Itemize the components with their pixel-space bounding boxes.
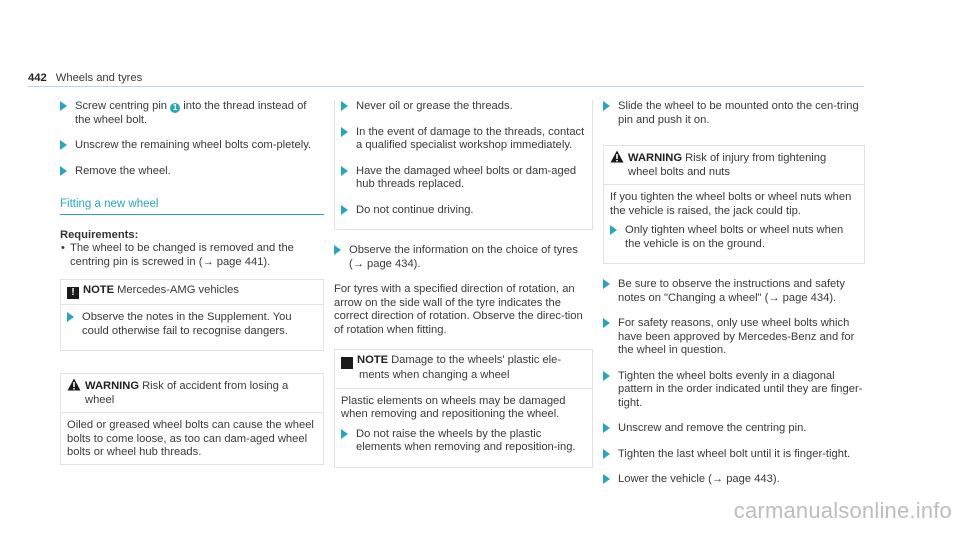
note-box xyxy=(334,349,593,468)
step-item: Remove the wheel. xyxy=(60,165,324,179)
note-box xyxy=(60,279,324,351)
step-item: Observe the information on the choice of tyres (→ page 434). xyxy=(334,244,593,271)
warning-box xyxy=(603,145,865,264)
watermark: carmanualsonline.info xyxy=(733,498,952,523)
step-item: Only tighten wheel bolts or wheel nuts when the vehicle is on the ground. xyxy=(610,224,858,251)
step-item: Slide the wheel to be mounted onto the cen-tring pin and push it on. xyxy=(603,100,865,127)
requirements-title: Requirements: xyxy=(60,228,139,241)
arrow-right-icon xyxy=(610,225,617,235)
step-item: Do not continue driving. xyxy=(341,204,586,218)
step-item: Tighten the wheel bolts evenly in a diagonal pattern in the order indicated until they are finger-tight. xyxy=(603,370,865,411)
exclamation-square-icon: ! xyxy=(341,357,353,369)
note-body: Plastic elements on wheels may be damaged when removing and repositioning the wheel. xyxy=(341,394,566,420)
paragraph: For tyres with a specified direction of rotation, an arrow on the side wall of the tyre indicates the correct direction of rotation. Observe the direc-tion of rotation when fitting. xyxy=(334,283,583,336)
callout-number-badge: 1 xyxy=(170,103,180,113)
column-right xyxy=(603,100,865,499)
warning-box xyxy=(60,373,324,465)
arrow-right-icon xyxy=(603,449,610,459)
warning-header: WARNING Risk of injury from tightening wheel bolts and nuts xyxy=(604,146,864,184)
exclamation-square-icon: ! xyxy=(67,287,79,299)
arrow-right-icon xyxy=(341,101,348,111)
step-item: Screw centring pin 1 into the thread instead of the wheel bolt. xyxy=(60,100,324,127)
arrow-right-icon xyxy=(603,279,610,289)
step-item: Never oil or grease the threads. xyxy=(341,100,586,114)
step-item: Be sure to observe the instructions and safety notes on "Changing a wheel" (→ page 434). xyxy=(603,278,865,305)
warning-body: Oiled or greased wheel bolts can cause the wheel bolts to come loose, as too can dam-aged wheel bolts or wheel hub threads. xyxy=(67,419,314,458)
step-item: In the event of damage to the threads, contact a qualified specialist workshop immediately. xyxy=(341,126,586,153)
warning-triangle-icon xyxy=(610,150,624,163)
warning-box-continued xyxy=(334,100,593,230)
step-item: Do not raise the wheels by the plastic elements when removing and reposition-ing. xyxy=(341,428,586,455)
note-header: ! NOTE Damage to the wheels' plastic ele-ments when changing a wheel xyxy=(335,350,592,388)
note-header: ! NOTE Mercedes-AMG vehicles xyxy=(61,280,323,304)
step-item: Have the damaged wheel bolts or dam-aged hub threads replaced. xyxy=(341,165,586,192)
page-header-title: Wheels and tyres xyxy=(55,72,143,84)
arrow-right-icon xyxy=(334,245,341,255)
arrow-right-icon xyxy=(60,166,67,176)
step-item: Observe the notes in the Supplement. You could otherwise fail to recognise dangers. xyxy=(67,311,317,338)
arrow-right-icon xyxy=(341,205,348,215)
arrow-right-icon xyxy=(603,318,610,328)
warning-header: WARNING Risk of accident from losing a wheel xyxy=(61,374,323,412)
page-header xyxy=(28,72,864,87)
step-item: For safety reasons, only use wheel bolts which have been approved by Mercedes-Benz and for the wheel in question. xyxy=(603,317,865,358)
arrow-right-icon xyxy=(60,101,67,111)
section-title: Fitting a new wheel xyxy=(60,198,324,215)
arrow-right-icon xyxy=(603,423,610,433)
step-item: Unscrew the remaining wheel bolts com-pletely. xyxy=(60,139,324,153)
bullet-icon: • xyxy=(61,242,65,254)
note-label: NOTE xyxy=(83,284,115,296)
column-left xyxy=(60,100,324,479)
page-number: 442 xyxy=(28,72,47,84)
arrow-right-icon xyxy=(341,429,348,439)
arrow-right-icon xyxy=(60,140,67,150)
warning-label: WARNING xyxy=(628,152,683,164)
arrow-right-icon xyxy=(603,101,610,111)
requirement-item: • The wheel to be changed is removed and the centring pin is screwed in (→ page 441). xyxy=(61,242,294,268)
warning-label: WARNING xyxy=(85,380,140,392)
arrow-right-icon xyxy=(603,371,610,381)
step-item: Lower the vehicle (→ page 443). xyxy=(603,473,865,487)
warning-triangle-icon xyxy=(67,378,81,391)
arrow-right-icon xyxy=(603,474,610,484)
arrow-right-icon xyxy=(341,166,348,176)
arrow-right-icon xyxy=(67,312,74,322)
column-middle xyxy=(334,100,593,482)
step-item: Tighten the last wheel bolt until it is finger-tight. xyxy=(603,448,865,462)
step-item: Unscrew and remove the centring pin. xyxy=(603,422,865,436)
arrow-right-icon xyxy=(341,127,348,137)
note-label: NOTE xyxy=(357,354,389,366)
warning-body: If you tighten the wheel bolts or wheel nuts when the vehicle is raised, the jack could tip. xyxy=(610,191,852,217)
